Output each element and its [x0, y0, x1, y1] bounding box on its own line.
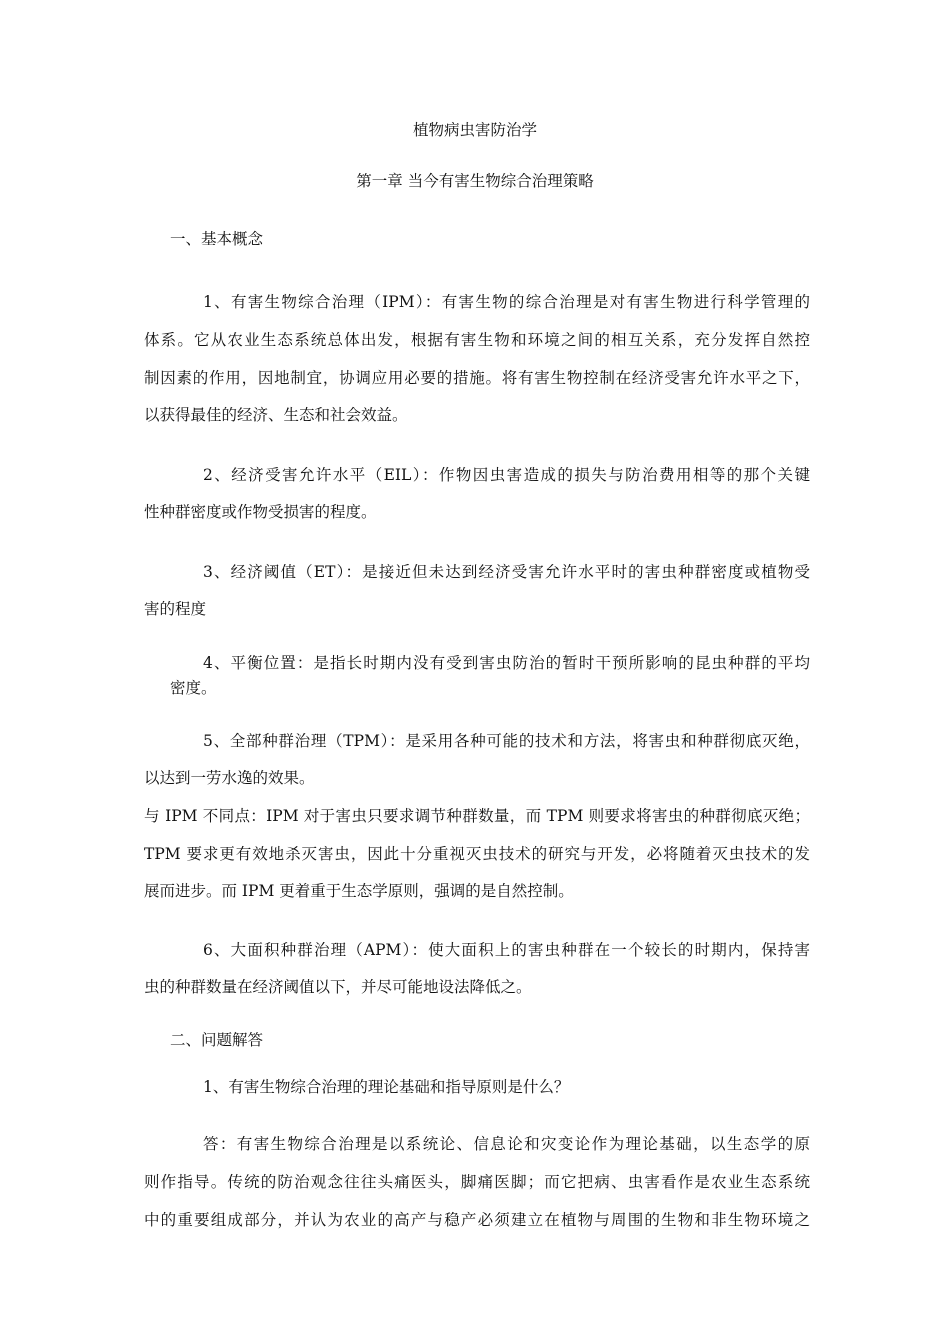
section-heading-qa: 二、问题解答 [170, 1031, 264, 1049]
paragraph-line: 以获得最佳的经济、生态和社会效益。 [144, 406, 408, 424]
paragraph-line: 4、平衡位置：是指长时期内没有受到害虫防治的暂时干预所影响的昆虫种群的平均 [203, 654, 810, 672]
answer-line: 答：有害生物综合治理是以系统论、信息论和灾变论作为理论基础，以生态学的原 [203, 1135, 810, 1153]
question-line: 1、有害生物综合治理的理论基础和指导原则是什么？ [203, 1078, 570, 1096]
paragraph-line: 展而进步。而 IPM 更着重于生态学原则，强调的是自然控制。 [144, 882, 574, 900]
paragraph-line: 与 IPM 不同点：IPM 对于害虫只要求调节种群数量，而 TPM 则要求将害虫的种群彻底灭绝； [144, 807, 810, 825]
paragraph-line: TPM 要求更有效地杀灭害虫，因此十分重视灭虫技术的研究与开发，必将随着灭虫技术的发 [144, 845, 810, 863]
paragraph-line: 6、大面积种群治理（APM）：使大面积上的害虫种群在一个较长的时期内，保持害 [203, 941, 810, 959]
paragraph-line: 1、有害生物综合治理（IPM）：有害生物的综合治理是对有害生物进行科学管理的 [203, 293, 810, 311]
paragraph-line: 性种群密度或作物受损害的程度。 [144, 503, 377, 521]
paragraph-line: 体系。它从农业生态系统总体出发，根据有害生物和环境之间的相互关系，充分发挥自然控 [144, 331, 810, 349]
answer-line: 中的重要组成部分，并认为农业的高产与稳产必须建立在植物与周围的生物和非生物环境之 [144, 1211, 810, 1229]
answer-line: 则作指导。传统的防治观念往往头痛医头，脚痛医脚；而它把病、虫害看作是农业生态系统 [144, 1173, 810, 1191]
paragraph-line: 虫的种群数量在经济阈值以下，并尽可能地设法降低之。 [144, 978, 532, 996]
document-title: 植物病虫害防治学 [412, 121, 537, 139]
chapter-heading: 第一章 当今有害生物综合治理策略 [356, 172, 594, 190]
section-heading-basic-concepts: 一、基本概念 [170, 230, 264, 248]
paragraph-line: 5、全部种群治理（TPM）：是采用各种可能的技术和方法，将害虫和种群彻底灭绝， [203, 732, 810, 750]
paragraph-line: 3、经济阈值（ET）：是接近但未达到经济受害允许水平时的害虫种群密度或植物受 [203, 563, 810, 581]
paragraph-line: 密度。 [170, 679, 217, 697]
paragraph-line: 2、经济受害允许水平（EIL）：作物因虫害造成的损失与防治费用相等的那个关键 [203, 466, 810, 484]
paragraph-line: 制因素的作用，因地制宜，协调应用必要的措施。将有害生物控制在经济受害允许水平之下， [144, 369, 810, 387]
paragraph-line: 害的程度 [144, 600, 207, 618]
paragraph-line: 以达到一劳水逸的效果。 [144, 769, 315, 787]
